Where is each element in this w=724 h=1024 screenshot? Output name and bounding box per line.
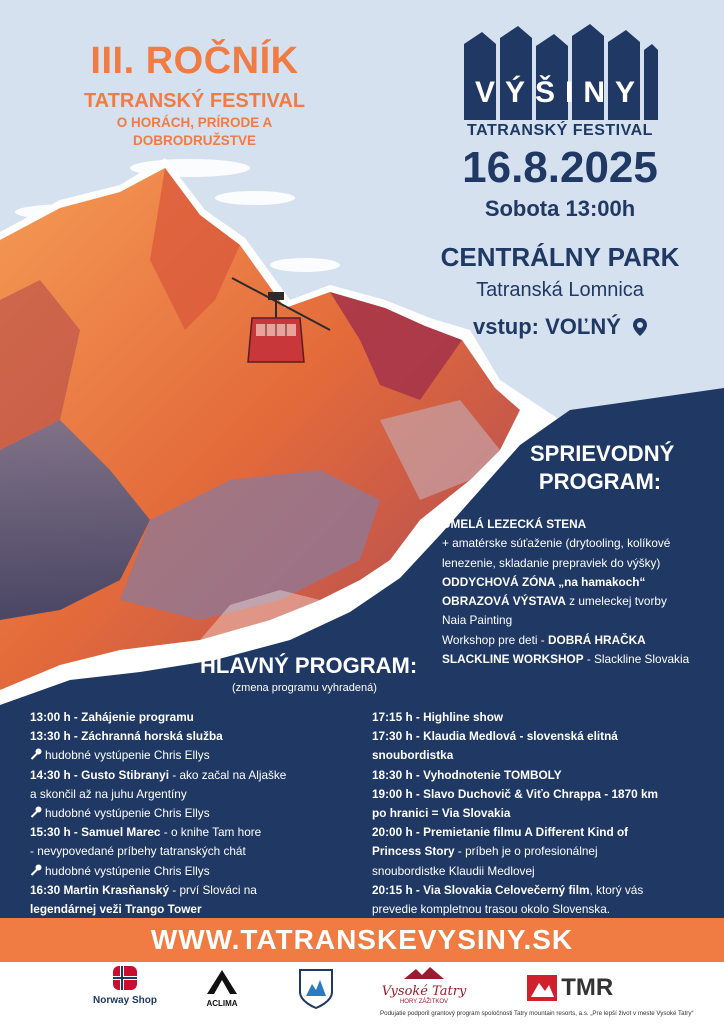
festival-subtitle: O HORÁCH, PRÍRODE A DOBRODRUŽSTVE xyxy=(116,115,273,148)
edition-block xyxy=(82,40,307,150)
sponsors-bar xyxy=(0,962,724,1024)
sponsor-tmr xyxy=(520,974,620,1002)
sponsor-tagline: HORY ZÁŽITKOV xyxy=(399,999,449,1005)
crest-icon xyxy=(298,968,334,1010)
sponsor-town-crest xyxy=(296,968,336,1015)
sponsor-name: Norway Shop xyxy=(93,995,157,1006)
program-row: po hranici = Via Slovakia xyxy=(372,806,511,821)
event-place: CENTRÁLNY PARK xyxy=(440,242,680,272)
festival-name: TATRANSKÝ FESTIVAL xyxy=(83,90,306,112)
microphone-icon xyxy=(30,806,42,818)
program-row: - nevypovedané príbehy tatranských chát xyxy=(30,844,246,859)
event-entry xyxy=(440,314,680,340)
program-row: hudobné vystúpenie Chris Ellys xyxy=(30,746,350,765)
side-program-list xyxy=(442,515,712,669)
list-item: Naia Painting xyxy=(442,613,513,628)
main-program-heading: HLAVNÝ PROGRAM: xyxy=(200,653,418,678)
list-item: Workshop pre deti - DOBRÁ HRAČKA xyxy=(442,632,646,647)
sponsor-name: ACLIMA xyxy=(206,999,238,1008)
program-row: prevedie kompletnou trasou okolo Slovenska. xyxy=(372,902,611,917)
list-item: lenezenie, skladanie prepraviek do výšky) xyxy=(442,555,661,570)
program-row: 15:30 h - Samuel Marec - o knihe Tam hore xyxy=(30,825,262,840)
program-row: snoubordistka xyxy=(372,748,454,763)
website-url[interactable]: WWW.TATRANSKEVYSINY.SK xyxy=(0,918,724,962)
side-program-title-1: SPRIEVODNÝ xyxy=(530,441,675,466)
norway-flag-icon xyxy=(113,966,137,990)
program-row: 18:30 h - Vyhodnotenie TOMBOLY xyxy=(372,767,562,782)
main-program-left xyxy=(30,708,350,919)
program-row: 20:15 h - Via Slovakia Celovečerný film, ktorý vás xyxy=(372,882,644,897)
list-item: OBRAZOVÁ VÝSTAVA z umeleckej tvorby xyxy=(442,594,667,609)
grant-disclaimer: Podujatie podporil grantový program spoločnosti Tatry mountain resorts, a.s. „Pre lepší život v meste Vysoké Tatry“ xyxy=(380,1010,694,1017)
event-time: Sobota 13:00h xyxy=(484,196,636,221)
sponsor-name: TMR xyxy=(561,974,614,1001)
event-date: 16.8.2025 xyxy=(462,143,658,192)
list-item: + amatérske súťaženie (drytooling, kolíkové xyxy=(442,536,671,551)
event-town: Tatranská Lomnica xyxy=(476,279,644,301)
sponsor-name: Vysoké Tatry xyxy=(381,984,467,999)
sponsor-norway-shop xyxy=(80,966,170,1006)
main-program-right xyxy=(372,708,702,919)
vysiny-logo xyxy=(462,24,658,139)
location-pin-icon xyxy=(633,318,647,336)
program-row: 13:30 h - Záchranná horská služba xyxy=(30,729,223,744)
program-row: 14:30 h - Gusto Stibranyi - ako začal na Aljaške xyxy=(30,767,287,782)
sponsor-aclima xyxy=(194,968,250,1008)
program-row: Princess Story - príbeh je o profesionálnej xyxy=(372,844,598,859)
aclima-logo-icon xyxy=(205,968,239,994)
program-row: 19:00 h - Slavo Duchovič & Viťo Chrappa - 1870 km xyxy=(372,786,659,801)
logo-word: VÝŠINY xyxy=(474,76,646,109)
microphone-icon xyxy=(30,864,42,876)
entry-text: vstup: VOĽNÝ xyxy=(472,314,621,339)
program-row: hudobné vystúpenie Chris Ellys xyxy=(30,804,350,823)
program-row: hudobné vystúpenie Chris Ellys xyxy=(30,862,350,881)
side-program-heading xyxy=(530,440,675,496)
program-row: 13:00 h - Zahájenie programu xyxy=(30,710,194,724)
list-item: UMELÁ LEZECKÁ STENA xyxy=(442,517,587,531)
program-row: 16:30 Martin Krasňanský - prví Slováci na xyxy=(30,882,257,897)
logo-subtitle: TATRANSKÝ FESTIVAL xyxy=(467,122,653,139)
list-item: ODDYCHOVÁ ZÓNA „na hamakoch“ xyxy=(442,574,646,589)
main-program-note: (zmena programu vyhradená) xyxy=(232,682,377,694)
program-row: a skončil až na juhu Argentíny xyxy=(30,786,187,801)
list-item: SLACKLINE WORKSHOP - Slackline Slovakia xyxy=(442,652,690,667)
tatry-peaks-icon xyxy=(404,967,444,979)
program-row: 17:30 h - Klaudia Medlová - slovenská elitná xyxy=(372,729,618,744)
edition-title: III. ROČNÍK xyxy=(90,40,299,82)
program-row: snoubordistke Klaudii Medlovej xyxy=(372,863,535,878)
sponsor-vysoke-tatry xyxy=(374,966,474,1005)
microphone-icon xyxy=(30,748,42,760)
program-row: legendárnej veži Trango Tower xyxy=(30,902,202,917)
program-row: 20:00 h - Premietanie filmu A Different Kind of xyxy=(372,825,629,840)
tmr-logo-icon xyxy=(527,975,557,1001)
program-row: 17:15 h - Highline show xyxy=(372,710,504,724)
side-program-title-2: PROGRAM: xyxy=(538,469,662,494)
